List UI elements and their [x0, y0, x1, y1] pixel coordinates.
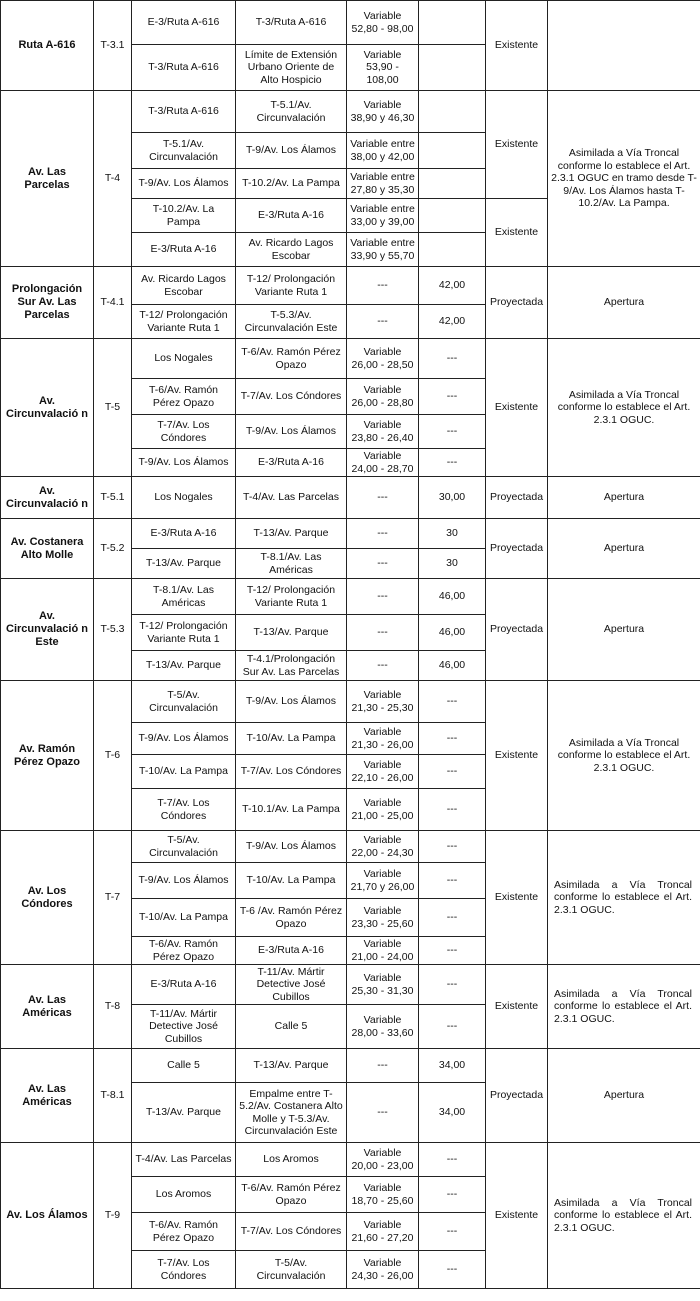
width-variable: Variable entre 33,00 y 39,00: [347, 199, 419, 233]
table-row: [1, 681, 700, 723]
segment-to: T-6/Av. Ramón Pérez Opazo: [236, 1177, 347, 1213]
segment-from: T-3/Ruta A-616: [132, 45, 236, 91]
segment-to: Calle 5: [236, 1005, 347, 1049]
width-fixed: ---: [419, 863, 486, 899]
width-fixed: 42,00: [419, 305, 486, 339]
route-code: T-5.3: [94, 579, 132, 681]
route-status: Proyectada: [486, 477, 548, 519]
route-status: Existente: [486, 91, 548, 199]
width-fixed: ---: [419, 899, 486, 937]
route-code: T-8: [94, 965, 132, 1049]
width-fixed: ---: [419, 723, 486, 755]
segment-from: T-3/Ruta A-616: [132, 91, 236, 133]
route-observation: Asimilada a Vía Troncal conforme lo establece el Art. 2.3.1 OGUC.: [548, 339, 700, 477]
route-status: Proyectada: [486, 1049, 548, 1143]
route-observation: Asimilada a Vía Troncal conforme lo establece el Art. 2.3.1 OGUC.: [548, 1143, 700, 1289]
route-name: Av. Circunvalació n: [1, 339, 94, 477]
table-row: [1, 267, 700, 305]
segment-to: T-7/Av. Los Cóndores: [236, 379, 347, 415]
route-code: T-5: [94, 339, 132, 477]
segment-from: T-4/Av. Las Parcelas: [132, 1143, 236, 1177]
width-variable: Variable 24,00 - 28,70: [347, 449, 419, 477]
width-fixed: 34,00: [419, 1049, 486, 1083]
segment-to: T-10/Av. La Pampa: [236, 723, 347, 755]
segment-from: T-10.2/Av. La Pampa: [132, 199, 236, 233]
segment-to: T-7/Av. Los Cóndores: [236, 755, 347, 789]
width-variable: Variable 38,90 y 46,30: [347, 91, 419, 133]
width-fixed: [419, 199, 486, 233]
width-variable: Variable 21,00 - 24,00: [347, 937, 419, 965]
route-code: T-7: [94, 831, 132, 965]
route-name: Prolongación Sur Av. Las Parcelas: [1, 267, 94, 339]
segment-to: T-3/Ruta A-616: [236, 1, 347, 45]
route-observation: Apertura: [548, 519, 700, 579]
width-variable: Variable 52,80 - 98,00: [347, 1, 419, 45]
width-variable: ---: [347, 519, 419, 549]
segment-to: T-4/Av. Las Parcelas: [236, 477, 347, 519]
width-variable: Variable 53,90 - 108,00: [347, 45, 419, 91]
route-code: T-9: [94, 1143, 132, 1289]
width-variable: Variable entre 27,80 y 35,30: [347, 169, 419, 199]
route-name: Av. Circunvalació n Este: [1, 579, 94, 681]
width-variable: Variable 23,30 - 25,60: [347, 899, 419, 937]
segment-from: E-3/Ruta A-16: [132, 233, 236, 267]
width-variable: Variable entre 33,90 y 55,70: [347, 233, 419, 267]
width-fixed: ---: [419, 1251, 486, 1289]
segment-from: T-9/Av. Los Álamos: [132, 449, 236, 477]
width-variable: ---: [347, 267, 419, 305]
width-fixed: ---: [419, 789, 486, 831]
segment-from: Los Nogales: [132, 339, 236, 379]
segment-from: T-12/ Prolongación Variante Ruta 1: [132, 615, 236, 651]
segment-to: T-13/Av. Parque: [236, 1049, 347, 1083]
segment-to: T-5.1/Av. Circunvalación: [236, 91, 347, 133]
width-variable: Variable 28,00 - 33,60: [347, 1005, 419, 1049]
width-fixed: ---: [419, 755, 486, 789]
width-variable: Variable 20,00 - 23,00: [347, 1143, 419, 1177]
width-variable: ---: [347, 549, 419, 579]
width-variable: ---: [347, 1083, 419, 1143]
width-fixed: 46,00: [419, 615, 486, 651]
segment-from: T-7/Av. Los Cóndores: [132, 1251, 236, 1289]
segment-to: T-8.1/Av. Las Américas: [236, 549, 347, 579]
width-variable: ---: [347, 305, 419, 339]
segment-to: T-4.1/Prolongación Sur Av. Las Parcelas: [236, 651, 347, 681]
segment-from: T-7/Av. Los Cóndores: [132, 789, 236, 831]
route-code: T-8.1: [94, 1049, 132, 1143]
route-observation: Asimilada a Vía Troncal conforme lo establece el Art. 2.3.1 OGUC.: [548, 831, 700, 965]
route-name: Av. Costanera Alto Molle: [1, 519, 94, 579]
segment-from: T-9/Av. Los Álamos: [132, 169, 236, 199]
width-fixed: 30: [419, 549, 486, 579]
route-name: Av. Los Cóndores: [1, 831, 94, 965]
route-status: Existente: [486, 1143, 548, 1289]
segment-from: Los Nogales: [132, 477, 236, 519]
route-code: T-3.1: [94, 1, 132, 91]
width-fixed: [419, 133, 486, 169]
width-variable: Variable 21,30 - 26,00: [347, 723, 419, 755]
segment-to: T-5.3/Av. Circunvalación Este: [236, 305, 347, 339]
route-status: Proyectada: [486, 519, 548, 579]
width-variable: Variable 25,30 - 31,30: [347, 965, 419, 1005]
table-row: [1, 339, 700, 379]
table-row: [1, 1143, 700, 1177]
segment-from: T-5/Av. Circunvalación: [132, 681, 236, 723]
width-variable: ---: [347, 477, 419, 519]
segment-to: Límite de Extensión Urbano Oriente de Alto Hospicio: [236, 45, 347, 91]
width-fixed: [419, 1, 486, 45]
route-status: Existente: [486, 831, 548, 965]
route-observation: [548, 1, 700, 91]
width-fixed: ---: [419, 681, 486, 723]
width-fixed: ---: [419, 339, 486, 379]
table-row: [1, 831, 700, 863]
segment-to: E-3/Ruta A-16: [236, 449, 347, 477]
width-fixed: ---: [419, 379, 486, 415]
segment-to: T-13/Av. Parque: [236, 519, 347, 549]
segment-to: T-10.2/Av. La Pampa: [236, 169, 347, 199]
route-observation: Apertura: [548, 579, 700, 681]
segment-from: T-6/Av. Ramón Pérez Opazo: [132, 937, 236, 965]
table-row: [1, 965, 700, 1005]
segment-from: T-6/Av. Ramón Pérez Opazo: [132, 1213, 236, 1251]
width-fixed: [419, 169, 486, 199]
route-status: Existente: [486, 1, 548, 91]
width-variable: Variable 22,10 - 26,00: [347, 755, 419, 789]
width-fixed: [419, 45, 486, 91]
route-status: Existente: [486, 681, 548, 831]
route-status: Proyectada: [486, 579, 548, 681]
segment-to: T-12/ Prolongación Variante Ruta 1: [236, 579, 347, 615]
segment-from: E-3/Ruta A-16: [132, 519, 236, 549]
segment-to: T-9/Av. Los Álamos: [236, 681, 347, 723]
segment-to: T-11/Av. Mártir Detective José Cubillos: [236, 965, 347, 1005]
segment-from: T-12/ Prolongación Variante Ruta 1: [132, 305, 236, 339]
segment-to: T-10.1/Av. La Pampa: [236, 789, 347, 831]
width-variable: Variable 26,00 - 28,50: [347, 339, 419, 379]
width-fixed: ---: [419, 965, 486, 1005]
width-variable: Variable 21,70 y 26,00: [347, 863, 419, 899]
route-name: Av. Las Parcelas: [1, 91, 94, 267]
segment-to: E-3/Ruta A-16: [236, 937, 347, 965]
segment-from: T-5/Av. Circunvalación: [132, 831, 236, 863]
width-fixed: 46,00: [419, 651, 486, 681]
width-variable: ---: [347, 615, 419, 651]
width-fixed: 30: [419, 519, 486, 549]
width-variable: Variable 21,00 - 25,00: [347, 789, 419, 831]
segment-from: T-9/Av. Los Álamos: [132, 863, 236, 899]
table-row: [1, 519, 700, 549]
segment-from: T-5.1/Av. Circunvalación: [132, 133, 236, 169]
route-code: T-5.2: [94, 519, 132, 579]
route-status: Proyectada: [486, 267, 548, 339]
segment-to: Av. Ricardo Lagos Escobar: [236, 233, 347, 267]
width-fixed: [419, 233, 486, 267]
width-fixed: ---: [419, 1213, 486, 1251]
width-fixed: ---: [419, 415, 486, 449]
route-status: Existente: [486, 199, 548, 267]
route-observation: Apertura: [548, 477, 700, 519]
segment-to: T-10/Av. La Pampa: [236, 863, 347, 899]
segment-to: T-9/Av. Los Álamos: [236, 133, 347, 169]
width-fixed: ---: [419, 1177, 486, 1213]
route-name: Av. Los Álamos: [1, 1143, 94, 1289]
segment-from: E-3/Ruta A-16: [132, 965, 236, 1005]
segment-from: Los Aromos: [132, 1177, 236, 1213]
width-variable: Variable 21,30 - 25,30: [347, 681, 419, 723]
table-row: [1, 477, 700, 519]
segment-from: T-13/Av. Parque: [132, 651, 236, 681]
width-fixed: ---: [419, 1005, 486, 1049]
route-code: T-4: [94, 91, 132, 267]
segment-from: T-6/Av. Ramón Pérez Opazo: [132, 379, 236, 415]
route-name: Av. Ramón Pérez Opazo: [1, 681, 94, 831]
segment-to: E-3/Ruta A-16: [236, 199, 347, 233]
width-variable: Variable 22,00 - 24,30: [347, 831, 419, 863]
segment-from: T-7/Av. Los Cóndores: [132, 415, 236, 449]
segment-from: Calle 5: [132, 1049, 236, 1083]
route-name: Ruta A-616: [1, 1, 94, 91]
segment-from: T-8.1/Av. Las Américas: [132, 579, 236, 615]
route-name: Av. Circunvalació n: [1, 477, 94, 519]
segment-from: T-9/Av. Los Álamos: [132, 723, 236, 755]
route-observation: Apertura: [548, 267, 700, 339]
width-variable: Variable entre 38,00 y 42,00: [347, 133, 419, 169]
width-fixed: ---: [419, 449, 486, 477]
width-variable: Variable 23,80 - 26,40: [347, 415, 419, 449]
segment-from: T-10/Av. La Pampa: [132, 755, 236, 789]
segment-to: T-6/Av. Ramón Pérez Opazo: [236, 339, 347, 379]
table-row: [1, 91, 700, 133]
segment-from: T-10/Av. La Pampa: [132, 899, 236, 937]
route-status: Existente: [486, 965, 548, 1049]
width-fixed: 42,00: [419, 267, 486, 305]
route-name: Av. Las Américas: [1, 965, 94, 1049]
segment-to: T-9/Av. Los Álamos: [236, 831, 347, 863]
width-variable: ---: [347, 579, 419, 615]
segment-to: T-7/Av. Los Cóndores: [236, 1213, 347, 1251]
route-observation: Asimilada a Vía Troncal conforme lo establece el Art. 2.3.1 OGUC en tramo desde T-9/Av. Los Álamos hasta T-10.2/Av. La Pampa.: [548, 91, 700, 267]
route-name: Av. Las Américas: [1, 1049, 94, 1143]
route-observation: Asimilada a Vía Troncal conforme lo establece el Art. 2.3.1 OGUC.: [548, 681, 700, 831]
segment-from: E-3/Ruta A-616: [132, 1, 236, 45]
width-variable: ---: [347, 1049, 419, 1083]
segment-from: T-13/Av. Parque: [132, 1083, 236, 1143]
segment-to: T-9/Av. Los Álamos: [236, 415, 347, 449]
segment-to: T-13/Av. Parque: [236, 615, 347, 651]
segment-to: T-12/ Prolongación Variante Ruta 1: [236, 267, 347, 305]
width-variable: ---: [347, 651, 419, 681]
route-observation: Asimilada a Vía Troncal conforme lo establece el Art. 2.3.1 OGUC.: [548, 965, 700, 1049]
segment-to: Los Aromos: [236, 1143, 347, 1177]
route-status: Existente: [486, 339, 548, 477]
width-fixed: ---: [419, 937, 486, 965]
width-fixed: 46,00: [419, 579, 486, 615]
width-fixed: 34,00: [419, 1083, 486, 1143]
width-variable: Variable 26,00 - 28,80: [347, 379, 419, 415]
width-fixed: ---: [419, 831, 486, 863]
table-row: [1, 1049, 700, 1083]
width-fixed: ---: [419, 1143, 486, 1177]
segment-from: Av. Ricardo Lagos Escobar: [132, 267, 236, 305]
route-observation: Apertura: [548, 1049, 700, 1143]
segment-from: T-11/Av. Mártir Detective José Cubillos: [132, 1005, 236, 1049]
segment-to: T-5/Av. Circunvalación: [236, 1251, 347, 1289]
width-variable: Variable 18,70 - 25,60: [347, 1177, 419, 1213]
route-code: T-4.1: [94, 267, 132, 339]
route-code: T-5.1: [94, 477, 132, 519]
width-variable: Variable 21,60 - 27,20: [347, 1213, 419, 1251]
segment-to: T-6 /Av. Ramón Pérez Opazo: [236, 899, 347, 937]
segment-to: Empalme entre T-5.2/Av. Costanera Alto Molle y T-5.3/Av. Circunvalación Este: [236, 1083, 347, 1143]
table-row: [1, 1, 700, 45]
segment-from: T-13/Av. Parque: [132, 549, 236, 579]
table-row: [1, 579, 700, 615]
route-code: T-6: [94, 681, 132, 831]
width-fixed: [419, 91, 486, 133]
width-variable: Variable 24,30 - 26,00: [347, 1251, 419, 1289]
width-fixed: 30,00: [419, 477, 486, 519]
